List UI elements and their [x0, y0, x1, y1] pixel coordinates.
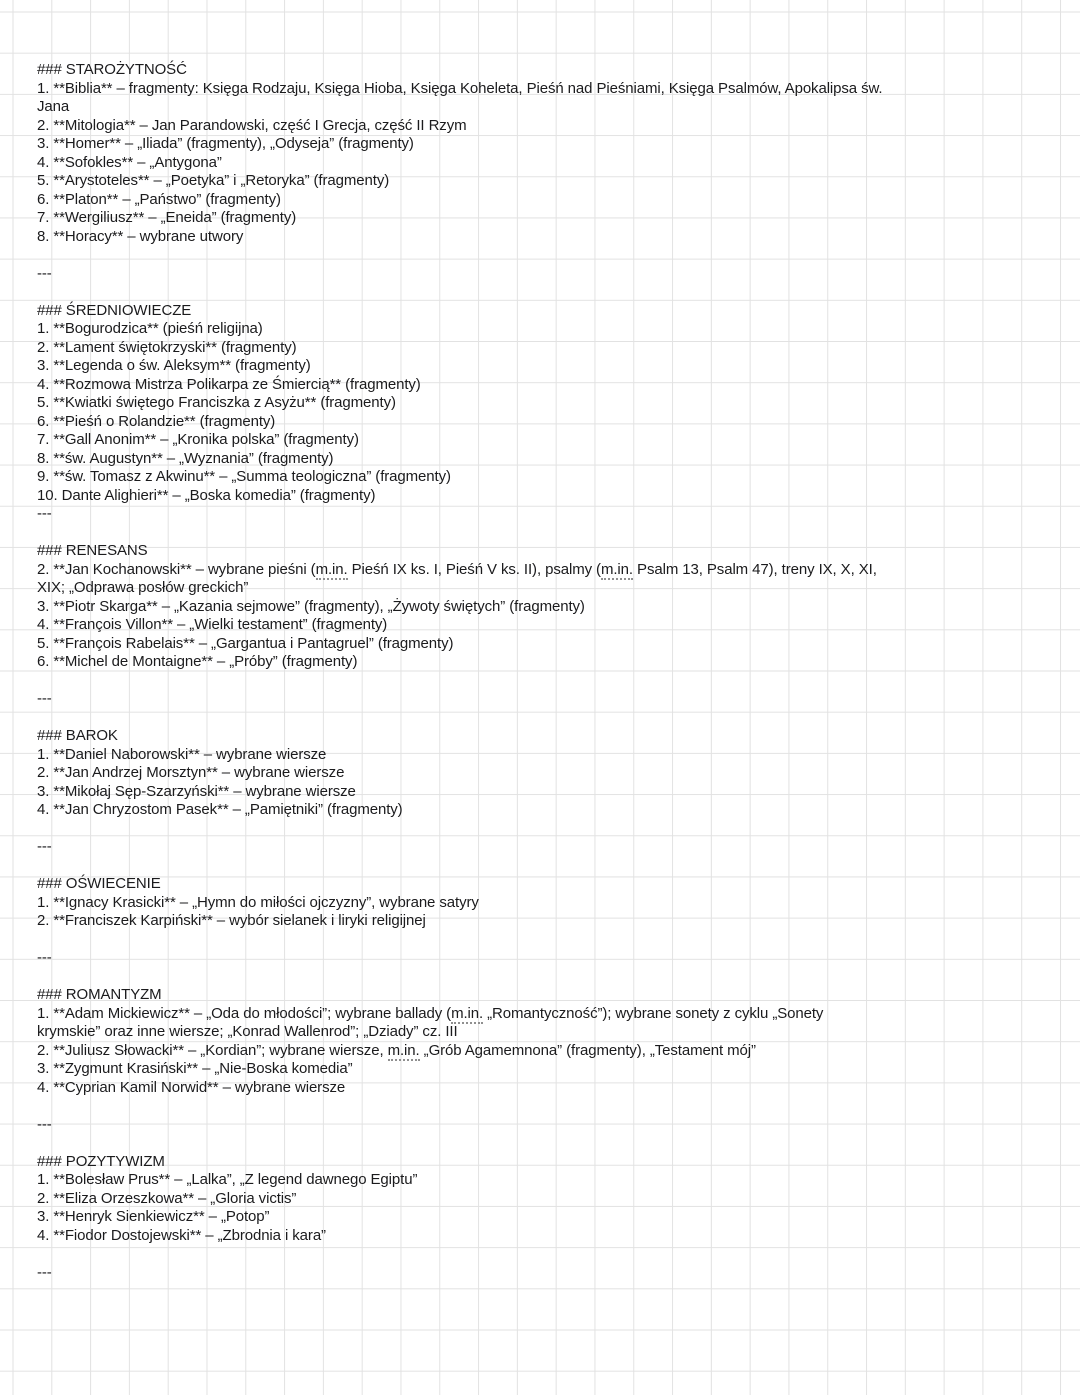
list-item-line: 2. **Eliza Orzeszkowa** – „Gloria victis” — [37, 1189, 297, 1207]
list-item-line: 8. **św. Augustyn** – „Wyznania” (fragmenty) — [37, 449, 334, 467]
blank-line — [37, 1097, 1064, 1116]
blank-line — [37, 931, 1064, 950]
section-heading-line: ### ŚREDNIOWIECZE — [37, 301, 192, 319]
divider-line: --- — [37, 838, 52, 855]
list-item-line: 3. **Legenda o św. Aleksym** (fragmenty) — [37, 357, 311, 374]
list-item-line: 4. **François Villon** – „Wielki testament” (fragmenty) — [37, 616, 388, 633]
divider-line: --- — [37, 949, 52, 966]
list-item-line: 1. **Ignacy Krasicki** – „Hymn do miłości ojczyzny”, wybrane satyry — [37, 893, 479, 911]
list-item-line: 4. **Sofokles** – „Antygona” — [37, 153, 222, 171]
list-item-line: 4. **Jan Chryzostom Pasek** – „Pamiętniki” (fragmenty) — [37, 801, 403, 818]
list-item-line: 4. **Cyprian Kamil Norwid** – wybrane wiersze — [37, 1078, 346, 1096]
list-item-line: 4. **Fiodor Dostojewski** – „Zbrodnia i kara” — [37, 1226, 326, 1244]
list-item-line: 3. **Zygmunt Krasiński** – „Nie-Boska komedia” — [37, 1060, 353, 1077]
blank-line — [37, 524, 1064, 543]
section-heading-line: ### ROMANTYZM — [37, 986, 162, 1003]
list-item-line: 6. **Pieśń o Rolandzie** (fragmenty) — [37, 412, 276, 430]
list-item-line: 8. **Horacy** – wybrane utwory — [37, 227, 244, 245]
list-item-line: 1. **Biblia** – fragmenty: Księga Rodzaju, Księga Hioba, Księga Koheleta, Pieśń nad Pieśniami, Księga Psalmów, Apokalipsa św. — [37, 79, 883, 97]
divider-line: --- — [37, 1115, 52, 1133]
list-item-line: 7. **Gall Anonim** – „Kronika polska” (fragmenty) — [37, 431, 359, 448]
section-heading-line: ### BAROK — [37, 727, 118, 744]
section-heading-line: ### OŚWIECENIE — [37, 875, 161, 892]
spellcheck-underline: m.in. — [315, 560, 348, 578]
section-heading-line: ### POZYTYWIZM — [37, 1152, 165, 1170]
blank-line — [37, 246, 1064, 265]
list-item-line: 5. **Arystoteles** – „Poetyka” i „Retoryka” (fragmenty) — [37, 172, 390, 189]
list-item-line: XIX; „Odprawa posłów greckich” — [37, 579, 249, 596]
list-item-line: 2. **Jan Andrzej Morsztyn** – wybrane wiersze — [37, 764, 345, 781]
list-item-line: 2. **Jan Kochanowski** – wybrane pieśni (m.in. Pieśń IX ks. I, Pieśń V ks. II), psalmy (m.in. Psalm 13, Psalm 47), treny IX, X, XI, — [37, 560, 877, 578]
blank-line — [37, 709, 1064, 728]
list-item-line: 6. **Michel de Montaigne** – „Próby” (fragmenty) — [37, 653, 358, 670]
blank-line — [37, 857, 1064, 876]
divider-line: --- — [37, 505, 52, 522]
divider-line: --- — [37, 690, 52, 707]
blank-line — [37, 968, 1064, 987]
spellcheck-underline: m.in. — [387, 1041, 420, 1059]
document-text — [37, 61, 1064, 1282]
list-item-line: 2. **Franciszek Karpiński** – wybór sielanek i liryki religijnej — [37, 912, 426, 929]
list-item-line: 4. **Rozmowa Mistrza Polikarpa ze Śmiercią** (fragmenty) — [37, 375, 421, 393]
list-item-line: 9. **św. Tomasz z Akwinu** – „Summa teologiczna” (fragmenty) — [37, 468, 451, 485]
list-item-line: 3. **Henryk Sienkiewicz** – „Potop” — [37, 1208, 270, 1225]
blank-line — [37, 672, 1064, 691]
blank-line — [37, 820, 1064, 839]
list-item-line: 1. **Daniel Naborowski** – wybrane wiersze — [37, 745, 327, 763]
list-item-line: 3. **Mikołaj Sęp-Szarzyński** – wybrane wiersze — [37, 782, 356, 800]
divider-line: --- — [37, 264, 52, 282]
section-heading-line: ### STAROŻYTNOŚĆ — [37, 61, 187, 78]
list-item-line: 2. **Lament świętokrzyski** (fragmenty) — [37, 338, 297, 356]
spellcheck-underline: m.in. — [451, 1004, 484, 1022]
section-heading-line: ### RENESANS — [37, 542, 148, 559]
blank-line — [37, 283, 1064, 302]
list-item-line: 2. **Juliusz Słowacki** – „Kordian”; wybrane wiersze, m.in. „Grób Agamemnona” (fragmenty), „Testament mój” — [37, 1041, 756, 1059]
list-item-line: 2. **Mitologia** – Jan Parandowski, część I Grecja, część II Rzym — [37, 116, 467, 134]
list-item-line: 6. **Platon** – „Państwo” (fragmenty) — [37, 190, 281, 208]
list-item-line: 5. **Kwiatki świętego Franciszka z Asyżu** (fragmenty) — [37, 394, 396, 411]
list-item-line: 3. **Homer** – „Iliada” (fragmenty), „Odyseja” (fragmenty) — [37, 135, 414, 152]
list-item-line: 1. **Bolesław Prus** – „Lalka”, „Z legend dawnego Egiptu” — [37, 1171, 418, 1188]
list-item-line: 1. **Bogurodzica** (pieśń religijna) — [37, 320, 263, 337]
blank-line — [37, 1134, 1064, 1153]
list-item-line: 10. Dante Alighieri** – „Boska komedia” (fragmenty) — [37, 486, 376, 504]
list-item-line: 1. **Adam Mickiewicz** – „Oda do młodości”; wybrane ballady (m.in. „Romantyczność”); wybrane sonety z cyklu „Sonety — [37, 1004, 824, 1022]
blank-line — [37, 1245, 1064, 1264]
spellcheck-underline: m.in. — [600, 560, 633, 578]
list-item-line: 5. **François Rabelais** – „Gargantua i Pantagruel” (fragmenty) — [37, 634, 454, 652]
list-item-line: krymskie” oraz inne wiersze; „Konrad Wallenrod”; „Dziady” cz. III — [37, 1023, 458, 1040]
divider-line: --- — [37, 1263, 52, 1281]
list-item-line: 3. **Piotr Skarga** – „Kazania sejmowe” (fragmenty), „Żywoty świętych” (fragmenty) — [37, 597, 585, 615]
list-item-line: 7. **Wergiliusz** – „Eneida” (fragmenty) — [37, 209, 297, 226]
list-item-line: Jana — [37, 98, 70, 115]
